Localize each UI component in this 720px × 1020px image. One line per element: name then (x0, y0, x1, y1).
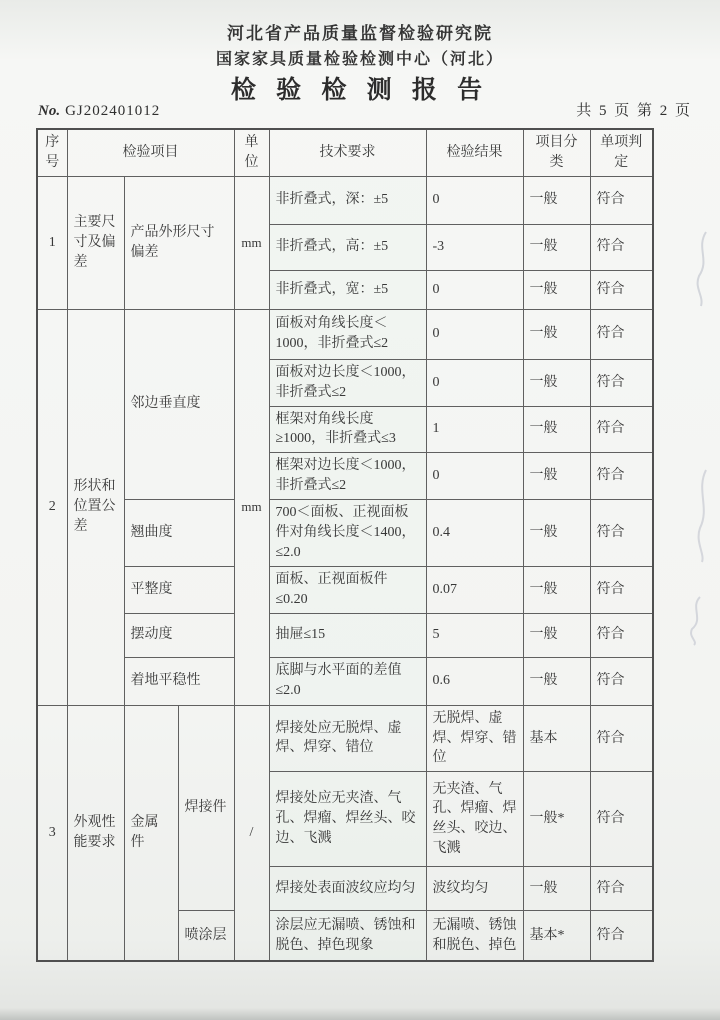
verdict-cell: 符合 (590, 453, 653, 500)
verdict-cell: 符合 (590, 772, 653, 867)
verdict-cell: 符合 (590, 500, 653, 567)
report-title: 检 验 检 测 报 告 (230, 77, 490, 104)
result-cell: 0 (426, 453, 523, 500)
verdict-cell: 符合 (590, 566, 653, 613)
table-header-row (37, 129, 653, 176)
result-cell: 0.6 (426, 657, 523, 705)
unit-cell: mm (234, 309, 269, 705)
category-cell: 主要尺寸及偏差 (67, 176, 124, 309)
classification-cell: 基本* (523, 911, 590, 961)
requirement-cell: 涂层应无漏喷、锈蚀和脱色、掉色现象 (269, 911, 426, 961)
verdict-cell: 符合 (590, 224, 653, 270)
result-cell: 无漏喷、锈蚀和脱色、掉色 (426, 911, 523, 961)
requirement-cell: 非折叠式，高：±5 (269, 224, 426, 270)
col-header-unit: 单位 (234, 129, 269, 176)
classification-cell: 一般 (523, 309, 590, 359)
requirement-cell: 面板对角线长度＜1000，非折叠式≤2 (269, 309, 426, 359)
requirement-cell: 框架对边长度＜1000，非折叠式≤2 (269, 453, 426, 500)
requirement-cell: 焊接处应无脱焊、虚焊、焊穿、错位 (269, 705, 426, 772)
classification-cell: 一般 (523, 453, 590, 500)
requirement-cell: 700＜面板、正视面板件对角线长度＜1400，≤2.0 (269, 500, 426, 567)
classification-cell: 一般 (523, 224, 590, 270)
inspection-results-table (36, 128, 654, 962)
classification-cell: 一般 (523, 566, 590, 613)
report-number (38, 103, 160, 120)
result-cell: 0.07 (426, 566, 523, 613)
verdict-cell: 符合 (590, 867, 653, 911)
result-cell: 波纹均匀 (426, 867, 523, 911)
part-cell: 喷涂层 (178, 911, 234, 961)
seq-cell: 2 (37, 309, 67, 705)
result-cell: 0.4 (426, 500, 523, 567)
table-row (37, 500, 653, 567)
verdict-cell: 符合 (590, 613, 653, 657)
classification-cell: 一般 (523, 613, 590, 657)
classification-cell: 基本 (523, 705, 590, 772)
classification-cell: 一般 (523, 867, 590, 911)
verdict-cell: 符合 (590, 705, 653, 772)
table-row (37, 309, 653, 359)
category-cell: 形状和位置公差 (67, 309, 124, 705)
scan-page-edge (0, 1008, 720, 1020)
category-cell: 外观性能要求 (67, 705, 124, 961)
result-cell: -3 (426, 224, 523, 270)
classification-cell: 一般 (523, 500, 590, 567)
seq-cell: 3 (37, 705, 67, 961)
result-cell: 无脱焊、虚焊、焊穿、错位 (426, 705, 523, 772)
result-cell: 0 (426, 270, 523, 309)
unit-cell: / (234, 705, 269, 961)
part-cell: 焊接件 (178, 705, 234, 911)
classification-cell: 一般 (523, 176, 590, 224)
verdict-cell: 符合 (590, 657, 653, 705)
subcategory-cell: 平整度 (124, 566, 234, 613)
result-cell: 0 (426, 309, 523, 359)
requirement-cell: 抽屉≤15 (269, 613, 426, 657)
table-row (37, 176, 653, 224)
subcategory-cell: 邻边垂直度 (124, 309, 234, 499)
unit-cell: mm (234, 176, 269, 309)
result-cell: 0 (426, 359, 523, 406)
report-number-value: GJ202401012 (65, 103, 161, 119)
requirement-cell: 面板对边长度＜1000，非折叠式≤2 (269, 359, 426, 406)
scan-artifact (682, 595, 710, 647)
requirement-cell: 底脚与水平面的差值≤2.0 (269, 657, 426, 705)
scan-artifact (692, 468, 716, 564)
table-row (37, 657, 653, 705)
verdict-cell: 符合 (590, 270, 653, 309)
requirement-cell: 焊接处表面波纹应均匀 (269, 867, 426, 911)
col-header-requirement: 技术要求 (269, 129, 426, 176)
subcategory-cell: 翘曲度 (124, 500, 234, 567)
classification-cell: 一般 (523, 270, 590, 309)
classification-cell: 一般 (523, 359, 590, 406)
group-cell: 金属件 (124, 705, 178, 961)
scan-artifact (690, 230, 716, 308)
requirement-cell: 非折叠式，宽：±5 (269, 270, 426, 309)
classification-cell: 一般 (523, 406, 590, 453)
verdict-cell: 符合 (590, 359, 653, 406)
verdict-cell: 符合 (590, 309, 653, 359)
col-header-seq: 序号 (37, 129, 67, 176)
col-header-item: 检验项目 (67, 129, 234, 176)
subcategory-cell: 摆动度 (124, 613, 234, 657)
result-cell: 无夹渣、气孔、焊瘤、焊丝头、咬边、飞溅 (426, 772, 523, 867)
seq-cell: 1 (37, 176, 67, 309)
requirement-cell: 面板、正视面板件≤0.20 (269, 566, 426, 613)
report-number-label: No. (38, 103, 61, 119)
verdict-cell: 符合 (590, 176, 653, 224)
verdict-cell: 符合 (590, 911, 653, 961)
table-row (37, 613, 653, 657)
table-row (37, 566, 653, 613)
result-cell: 5 (426, 613, 523, 657)
classification-cell: 一般* (523, 772, 590, 867)
subcategory-cell: 产品外形尺寸偏差 (124, 176, 234, 309)
institution-name-line1: 河北省产品质量监督检验研究院 (227, 24, 493, 43)
col-header-classification: 项目分类 (523, 129, 590, 176)
page-indicator: 共 5 页 第 2 页 (576, 103, 692, 119)
verdict-cell: 符合 (590, 406, 653, 453)
subcategory-cell: 着地平稳性 (124, 657, 234, 705)
result-cell: 1 (426, 406, 523, 453)
col-header-result: 检验结果 (426, 129, 523, 176)
classification-cell: 一般 (523, 657, 590, 705)
requirement-cell: 非折叠式，深：±5 (269, 176, 426, 224)
requirement-cell: 焊接处应无夹渣、气孔、焊瘤、焊丝头、咬边、飞溅 (269, 772, 426, 867)
result-cell: 0 (426, 176, 523, 224)
requirement-cell: 框架对角线长度≥1000，非折叠式≤3 (269, 406, 426, 453)
institution-name-line2: 国家家具质量检验检测中心（河北） (215, 51, 504, 68)
col-header-verdict: 单项判定 (590, 129, 653, 176)
table-row (37, 705, 653, 772)
